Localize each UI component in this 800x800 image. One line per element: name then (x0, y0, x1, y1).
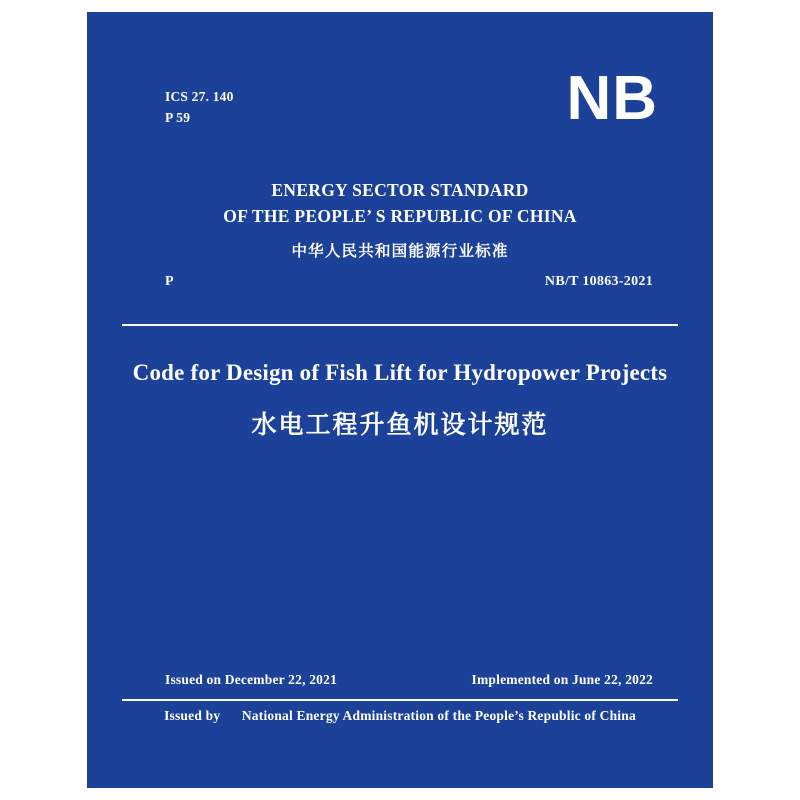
standard-number: NB/T 10863-2021 (544, 274, 653, 289)
divider-top (122, 324, 678, 326)
issuer-name: National Energy Administration of the People’s Republic of China (241, 708, 636, 723)
org-line-en-1: ENERGY SECTOR STANDARD (271, 180, 529, 200)
standard-code-row (165, 274, 653, 290)
title-english: Code for Design of Fish Lift for Hydropower Projects (132, 360, 668, 385)
implemented-date: Implemented on June 22, 2022 (471, 672, 653, 687)
org-line-en-2: OF THE PEOPLE’ S REPUBLIC OF CHINA (223, 206, 577, 227)
standard-cover (87, 12, 713, 788)
issuing-organization-block (87, 177, 713, 261)
title-chinese: 水电工程升鱼机设计规范 (251, 410, 549, 439)
nb-logo: NB (566, 64, 658, 133)
classification-code: P 59 (165, 109, 191, 125)
org-line-cn: 中华人民共和国能源行业标准 (291, 241, 509, 260)
document-title-block (87, 360, 713, 441)
issuer-label: Issued by (164, 708, 221, 723)
issuer-row (87, 708, 713, 724)
dates-row (165, 672, 653, 688)
record-letter: P (165, 274, 174, 289)
ics-number: ICS 27. 140 (165, 89, 234, 104)
ics-classification-block (165, 87, 234, 129)
divider-bottom (122, 699, 678, 701)
issued-date: Issued on December 22, 2021 (165, 672, 338, 687)
